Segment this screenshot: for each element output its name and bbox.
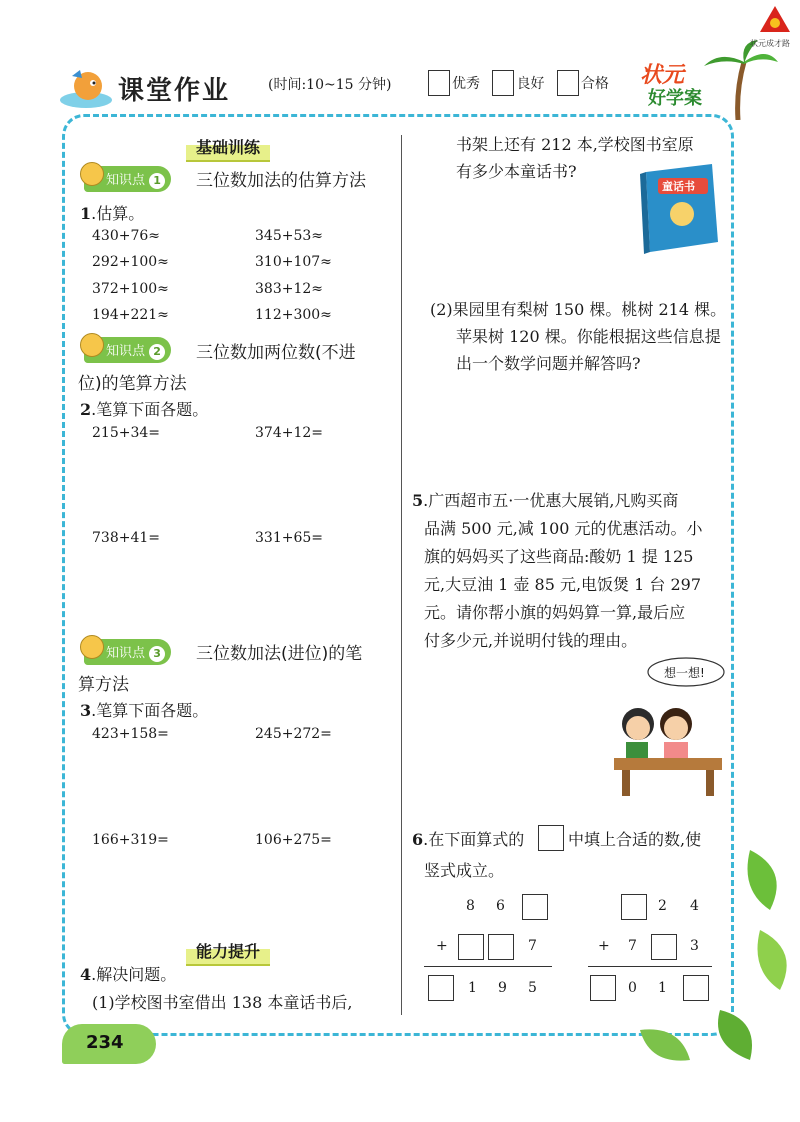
digit: 8 — [466, 898, 475, 914]
knowledge-point-3-title-line1: 三位数加法(进位)的笔 — [196, 644, 363, 664]
calc-item: 331+65= — [255, 530, 323, 546]
question-4-1-line1: (1)学校图书室借出 138 本童话书后, — [92, 993, 353, 1012]
estimate-item: 345+53≈ — [255, 228, 323, 244]
digit: 3 — [690, 938, 699, 954]
section-ability-improvement: 能力提升 — [186, 937, 270, 966]
page-number: 234 — [86, 1032, 124, 1053]
column-divider — [401, 135, 402, 1015]
knowledge-point-number: 1 — [149, 173, 165, 189]
digit: 9 — [498, 980, 507, 996]
digit: 2 — [658, 898, 667, 914]
think-bubble-text: 想一想! — [664, 666, 705, 680]
answer-box[interactable] — [522, 894, 548, 920]
digit: 4 — [690, 898, 699, 914]
sum-line — [424, 966, 552, 967]
calc-item: 166+319= — [92, 832, 169, 848]
digit: 1 — [658, 980, 667, 996]
digit: 7 — [628, 938, 637, 954]
knowledge-point-1-title: 三位数加法的估算方法 — [196, 171, 366, 191]
question-4-2-line3: 出一个数学问题并解答吗? — [456, 354, 641, 373]
rating-checkbox-excellent[interactable] — [428, 70, 450, 96]
brand-logo-top: 状元 — [640, 63, 685, 88]
mascot-face-icon — [80, 333, 104, 357]
answer-box[interactable] — [488, 934, 514, 960]
answer-box[interactable] — [458, 934, 484, 960]
digit: 6 — [496, 898, 505, 914]
estimate-item: 310+107≈ — [255, 254, 332, 270]
answer-box[interactable] — [428, 975, 454, 1001]
question-5-line5: 元。请你帮小旗的妈妈算一算,最后应 — [424, 603, 686, 622]
section-basic-training: 基础训练 — [186, 133, 270, 162]
plus-sign: + — [598, 938, 610, 954]
calc-item: 215+34= — [92, 425, 160, 441]
question-4: 4.解决问题。 — [80, 965, 177, 984]
question-4-1-line2: 书架上还有 212 本,学校图书室原 — [456, 135, 694, 154]
calc-item: 245+272= — [255, 726, 332, 742]
calc-item: 374+12= — [255, 425, 323, 441]
question-5-line2: 品满 500 元,减 100 元的优惠活动。小 — [424, 519, 703, 538]
estimate-item: 383+12≈ — [255, 281, 323, 297]
publisher-logo-icon — [758, 4, 792, 34]
publisher-name: 状元成才路 — [750, 39, 790, 48]
question-6-line1: 6.在下面算式的 — [412, 830, 525, 849]
question-1: 1.估算。 — [80, 204, 145, 223]
question-5-line4: 元,大豆油 1 壶 85 元,电饭煲 1 台 297 — [424, 575, 702, 594]
mascot-face-icon — [80, 162, 104, 186]
knowledge-point-2-title-line2: 位)的笔算方法 — [78, 374, 187, 394]
digit: 7 — [528, 938, 537, 954]
question-6-line1b: 中填上合适的数,使 — [568, 830, 702, 849]
digit: 0 — [628, 980, 637, 996]
rating-label-pass: 合格 — [580, 76, 609, 92]
estimate-item: 430+76≈ — [92, 228, 160, 244]
page-title: 课堂作业 — [118, 76, 231, 106]
question-3: 3.笔算下面各题。 — [80, 701, 209, 720]
palm-tree-icon — [700, 40, 780, 120]
rating-options — [428, 70, 617, 96]
digit: 5 — [528, 980, 537, 996]
question-5-line6: 付多少元,并说明付钱的理由。 — [424, 631, 638, 650]
calc-item: 423+158= — [92, 726, 169, 742]
knowledge-point-2: 知识点 2 — [84, 337, 171, 363]
brand-logo-bottom: 好学案 — [648, 88, 702, 109]
plus-sign: + — [436, 938, 448, 954]
question-4-2-line1: (2)果园里有梨树 150 棵。桃树 214 棵。 — [430, 300, 727, 319]
estimate-item: 112+300≈ — [255, 307, 332, 323]
knowledge-point-1 — [84, 166, 171, 192]
question-5-line1: 5.广西超市五·一优惠大展销,凡购买商 — [412, 491, 679, 510]
time-limit: (时间:10~15 分钟) — [268, 77, 392, 93]
calc-item: 106+275= — [255, 832, 332, 848]
question-6-line2: 竖式成立。 — [424, 861, 505, 880]
estimate-item: 292+100≈ — [92, 254, 169, 270]
rating-checkbox-pass[interactable] — [557, 70, 579, 96]
knowledge-point-2-title-line1: 三位数加两位数(不进 — [196, 343, 356, 363]
knowledge-point-3: 知识点 3 — [84, 639, 171, 665]
question-4-1-line3: 有多少本童话书? — [456, 162, 577, 181]
estimate-item: 194+221≈ — [92, 307, 169, 323]
mascot-face-icon — [80, 635, 104, 659]
thinking-kids-illustration — [608, 656, 726, 798]
rating-label-good: 良好 — [516, 76, 545, 92]
storybook-title: 童话书 — [662, 180, 695, 193]
question-5-line3: 旗的妈妈买了这些商品:酸奶 1 提 125 — [424, 547, 694, 566]
calc-item: 738+41= — [92, 530, 160, 546]
header-mascot — [58, 66, 114, 110]
example-blank-box — [538, 825, 564, 851]
storybook-image — [640, 162, 722, 256]
knowledge-point-label: 知识点 — [106, 173, 146, 188]
question-4-2-line2: 苹果树 120 棵。你能根据这些信息提 — [456, 327, 721, 346]
leaves-decoration-icon — [600, 840, 800, 1070]
rating-label-excellent: 优秀 — [452, 76, 480, 92]
estimate-item: 372+100≈ — [92, 281, 169, 297]
digit: 1 — [468, 980, 477, 996]
question-2: 2.笔算下面各题。 — [80, 400, 209, 419]
knowledge-point-3-title-line2: 算方法 — [78, 675, 129, 695]
rating-checkbox-good[interactable] — [492, 70, 514, 96]
